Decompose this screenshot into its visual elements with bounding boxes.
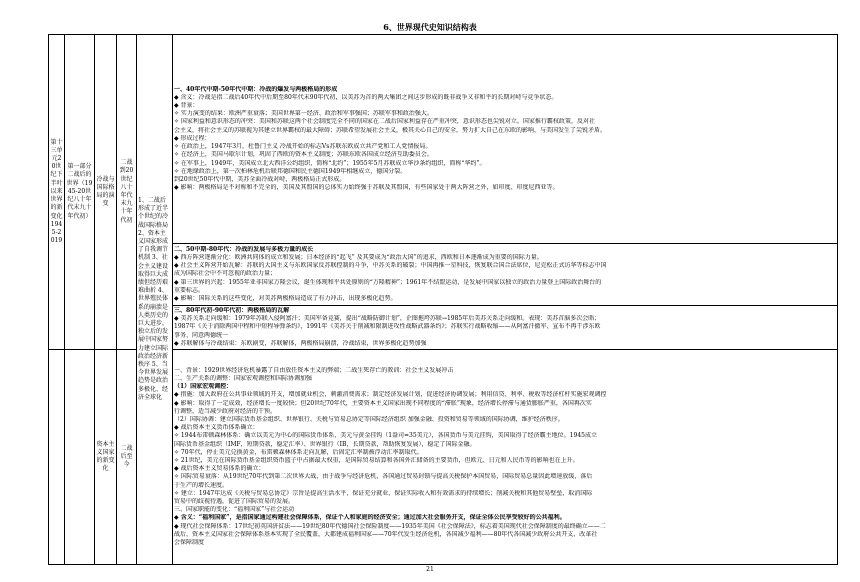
- page-title: 6、世界现代史知识结构表: [383, 22, 477, 32]
- section-capitalist-changes: 一、背景：1929世界经济危机暴露了自由放任资本主义的弊端；二战生死存亡的教训：社会主义发展冲击 二、生产关系的调整：国家宏观调控和国际协调加强 （1）国家宏观调控： ◆ 措施：加大政府在公共事业领域的开支，增加就业机会，刺激消费需求；制定经济发展计划，促进经济协调发展；利用信贷、利率、税收等经济杠杆实施宏观调控 ◆ 影响：取得了一定成效，经济增长一度较快；但20世纪70年代，主要资本主义国家出现不同程度的“滞胀”现象，经济增长停滞与通货膨胀严重，各国再次实 行调整，适当减少政府对经济的干预。 （2）国际协调：建立国际货币基金组织、世界银行、关税与贸易总协定等国际经济组织 加强金融、投资和贸易等领域的国际协调，维护经济秩序。 ◆ 战后资本主义货币体系确立： ✧ 1944布雷顿森林体系：确立以美元为中心的国际货币体系，美元与黄金挂钩（1盎司=35美元），各国货币与美元挂钩，美国取得了经济霸主地位。1945成立 国际货币基金组织（IMF，短期贷款，稳定汇率）、世界银行（IB，长期贷款，帮助恢复发展），稳定了国际金融。 ✧ 70年代，停止美元兑换黄金，布雷顿森林体系走向瓦解，后固定汇率制被浮动汇率制取代。 ✧ 21世纪，美元在国际货币基金组织资币篮子中占据最大权重，是国际贸易结算和各国外汇储备的主要货币，但欧元、日元和人民币等的影响也在上升。 ◆ 战后资本主义贸易体系的确立： ✧ 国际贸易衰落：从19世纪70年代到第二次世界大战，由于战争与经济危机，各国通过贸易封锁与提高关税保护本国贸易，国际贸易总量因此增速放缓，落后 于生产的增长速度。 ✧ 建立：1947年达成《关税与贸易总协定》宗旨是提高生活水平、保证充分就业、保证实际收入和有效需求的持续增长；削减关税和其他贸易壁垒，取消国际 贸易中的歧视待遇，促进了国际贸易的发展。 三、国家职能的变化：“福利国家”与社会运动 ◆ 含义：“福利国家”，是指国家通过构建社会保障体系，保证个人和家庭的经济安全；通过加大社会服务开支，保证全体公民享受较好的公共福利。 ◆ 现代社会保障体系：17世纪初英国济贫法——19世纪80年代德国社会保险制度——1935年美国《社会保障法》，标志着美国现代社会保障制度的最终确立——二 战后，资本主义国家社会保障体系基本实现了全民覆盖，大都建成福利国家——70年代发生经济危机，各国减少福利——80年代各国减少政府公共开支，改革社 会保障制度: [173, 350, 838, 565]
- cold-war-topic-cell: 冷战与国际格局的演变: [95, 35, 117, 350]
- page-number: 21: [426, 566, 434, 573]
- summary-points-cell: 1、二战后形成了近半个世纪的冷战国际格局 2、资本主义国家形成了自我调节机制 3、社会主义建设取得巨大成绩但经历艰难曲折 4、世界殖民体系的崩溃是人类历史的巨大进步，独立后的发展中国家努力建立国际政治经济新秩序 5、当今世界发展趋势是政治多极化、经济全球化: [137, 35, 173, 565]
- unit-label-cell: 第十三单元20世纪下半叶以来世界的新变化1945-2019: [49, 35, 65, 350]
- part-label-cell: 第一部分二战后的世界（1945-20世纪八十年代末九十年代初）: [65, 35, 95, 350]
- capitalist-period-cell: 二战后至今: [117, 350, 137, 565]
- unit-label-cell-lower: [49, 350, 65, 565]
- section-cold-war-formation: 一、40年代中期-50年代中期：冷战的爆发与两极格局的形成 ◆ 含义：冷战是指二战后40年代中后期至80年代末90年代初，以美苏为首的两大集团之间这步形成的既非战争又非和平的长期对峙与竞争状态。 ◆ 背景： ✧ 实力演变的结果：欧洲严重衰落；美国世界第一经济、政治和军事强国；苏联军事和政治强大。 ✧ 国家利益和意识形态的冲突：美国和苏联这两个社会制度完全不同的国家在二战后国家利益存在严重冲突，意识形态也尖锐对立。国家推行霸权政策，反对社 会主义，将社会主义的苏联视为其建立世界霸权的最大障碍；苏联希望发展社会主义，极其关心自己的安全，努力扩大自己在东欧的影响，与美国发生了尖锐矛盾。 ◆ 形成过程： ✧ 在政治上，1947年3月，杜鲁门主义 冷战开始的标志Vs苏联东欧成立共产党和工人党情报局。 ✧ 在经济上，美国马歇尔计划，巩固了西欧的资本主义制度；苏联东欧各国成立经济互助委员会。 ✧ 在军事上，1949年，美国成立北大西洋公约组织，简称“北约”；1955年5月苏联成立华沙条约组织，简称“华约”。 ✧ 在地缘政治上，第一次柏林危机后联邦德国和民主德国1949年相继成立，德国分裂。 到20世纪50年代中期，美苏全面冷战对峙，两极格局正式形成。 ◆ 影响：两极格局是不对称和不完全的，美国及其盟国的总体实力始终强于苏联及其盟国，有些国家处于两大阵营之外，如印度、印度尼西亚等。: [173, 35, 838, 244]
- knowledge-table: [48, 34, 838, 565]
- section-bipolar-collapse: 三、80年代初-90年代初：两极格局的瓦解 ◆ 美苏关系走向缓和：1979年苏联入侵阿富汗；美国军备竞赛，提出“战略防御计划”，企图拖垮苏联→1985年后美苏关系走向缓和。表现：美苏首脑多次会晤； 1987年《关于消除两国中程和中短程导弹条约》，1991年《美苏关于削减和限制进攻性战略武器条约》；苏联实行战略收缩——从阿富汗撤军、宣布不再干涉东欧 事务、同意两德统一 ◆ 苏联解体与冷战结束：东欧剧变，苏联解体，两极格局崩溃，冷战结束，世界多极化趋势加强: [173, 306, 838, 350]
- section-multipolar-growth: 二、50中期-80年代：冷战的发展与多极力量的成长 ◆ 西方阵营逐渐分化：欧洲共同体的成立和发展；日本经济的“起飞” 及其要成为“政治大国”的追求，西欧和日本逐渐成为重要的国际力量。 ◆ 社会主义阵营开始瓦解：苏联的大国主义与东欧国家反苏联控制的斗争，中苏关系的破裂；中国再推一星科技，恢复联合国合法席位，尼克松正式访华等标志中国 成为国际社会中不可忽视的政治力量； ◆ 第三世界的兴起：1955年亚非国家万隆会议，诞生体现和平共处原则的“万隆精神”；1961年不结盟运动，是发展中国家以独立的政治力量登上国际政治舞台的 重要标志。 ◆ 影响：国际关系的这些变化，对美苏两极格局造成了有力冲击，出现多极化趋势。: [173, 244, 838, 306]
- part-label-cell-lower: [65, 350, 95, 565]
- cold-war-period-cell: 二战到20世纪八十年代末九十年代初: [117, 35, 137, 350]
- capitalist-topic-cell: 资本主义国家的新变化: [95, 350, 117, 565]
